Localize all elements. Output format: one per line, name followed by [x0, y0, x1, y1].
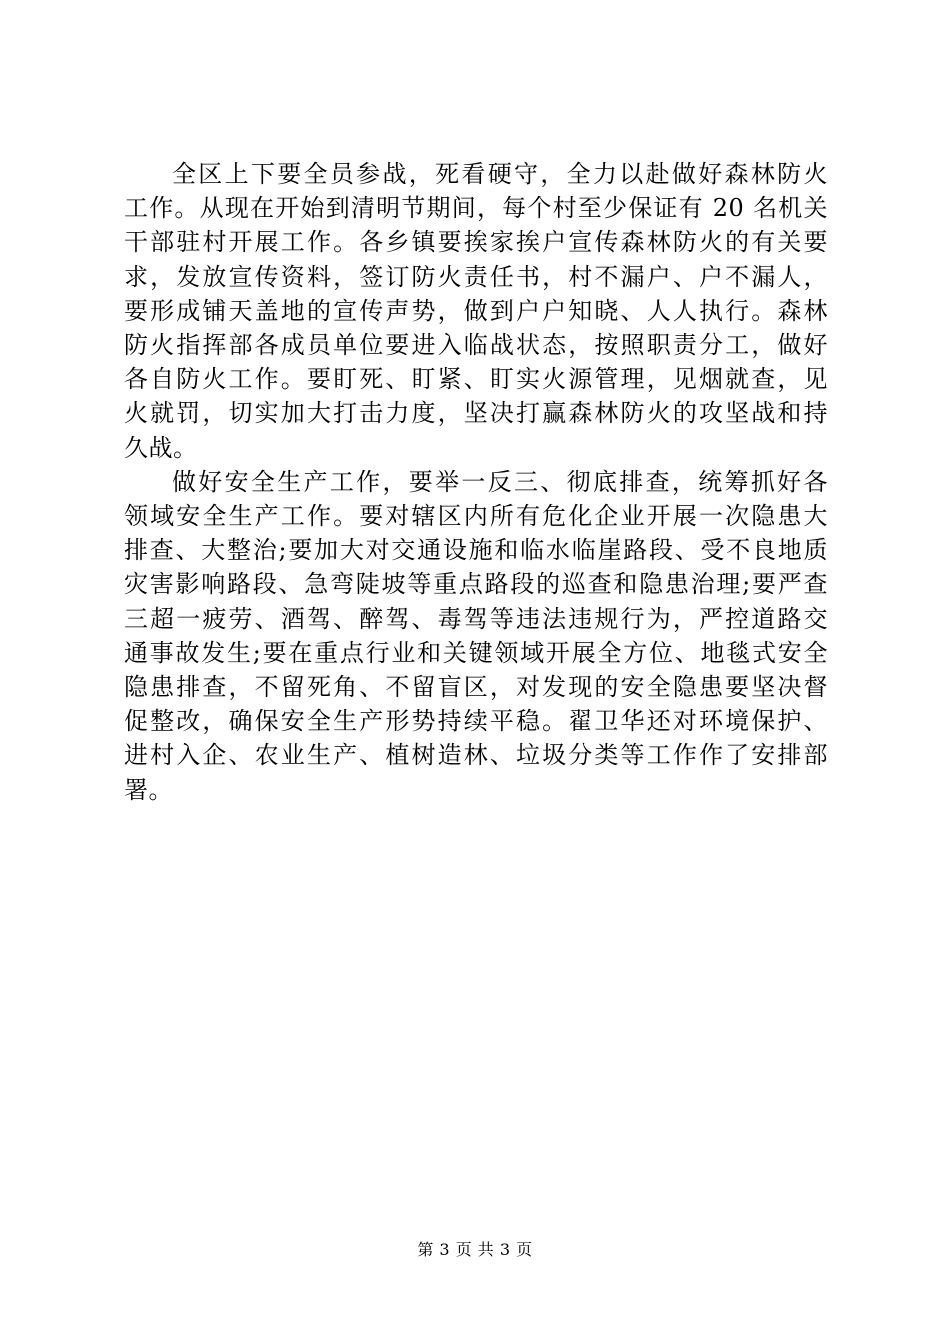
text-line: 干部驻村开展工作。各乡镇要挨家挨户宣传森林防火的有关要 [124, 228, 828, 257]
text-line: 隐患排查，不留死角、不留盲区，对发现的安全隐患要坚决督 [124, 673, 828, 702]
text-line: 防火指挥部各成员单位要进入临战状态，按照职责分工，做好 [124, 331, 828, 360]
text-line: 促整改，确保安全生产形势持续平稳。翟卫华还对环境保护、 [124, 707, 828, 736]
text-line: 署。 [124, 775, 173, 804]
page-footer [0, 1240, 950, 1260]
document-body [124, 157, 828, 807]
text-line: 各自防火工作。要盯死、盯紧、盯实火源管理，见烟就查，见 [124, 365, 828, 394]
text-line: 三超一疲劳、酒驾、醉驾、毒驾等违法违规行为，严控道路交 [124, 604, 828, 633]
text-line: 进村入企、农业生产、植树造林、垃圾分类等工作作了安排部 [124, 741, 828, 770]
text-line: 排查、大整治;要加大对交通设施和临水临崖路段、受不良地质 [124, 536, 828, 565]
paragraph-forest-fire-prevention [124, 157, 828, 465]
text-line: 领域安全生产工作。要对辖区内所有危化企业开展一次隐患大 [124, 502, 828, 531]
text-line: 灾害影响路段、急弯陡坡等重点路段的巡查和隐患治理;要严查 [124, 570, 828, 599]
text-line: 要形成铺天盖地的宣传声势，做到户户知晓、人人执行。森林 [124, 296, 828, 325]
text-line: 做好安全生产工作，要举一反三、彻底排查，统筹抓好各 [172, 467, 828, 496]
text-line: 求，发放宣传资料，签订防火责任书，村不漏户、户不漏人， [124, 262, 828, 291]
page-number-label: 第 3 页 共 3 页 [417, 1240, 533, 1259]
text-line: 通事故发生;要在重点行业和关键领域开展全方位、地毯式安全 [124, 638, 828, 667]
paragraph-production-safety [124, 465, 828, 807]
text-line: 久战。 [124, 433, 198, 462]
text-line: 工作。从现在开始到清明节期间，每个村至少保证有 20 名机关 [124, 194, 828, 223]
text-line: 火就罚，切实加大打击力度，坚决打赢森林防火的攻坚战和持 [124, 399, 828, 428]
text-line: 全区上下要全员参战，死看硬守，全力以赴做好森林防火 [172, 160, 828, 188]
